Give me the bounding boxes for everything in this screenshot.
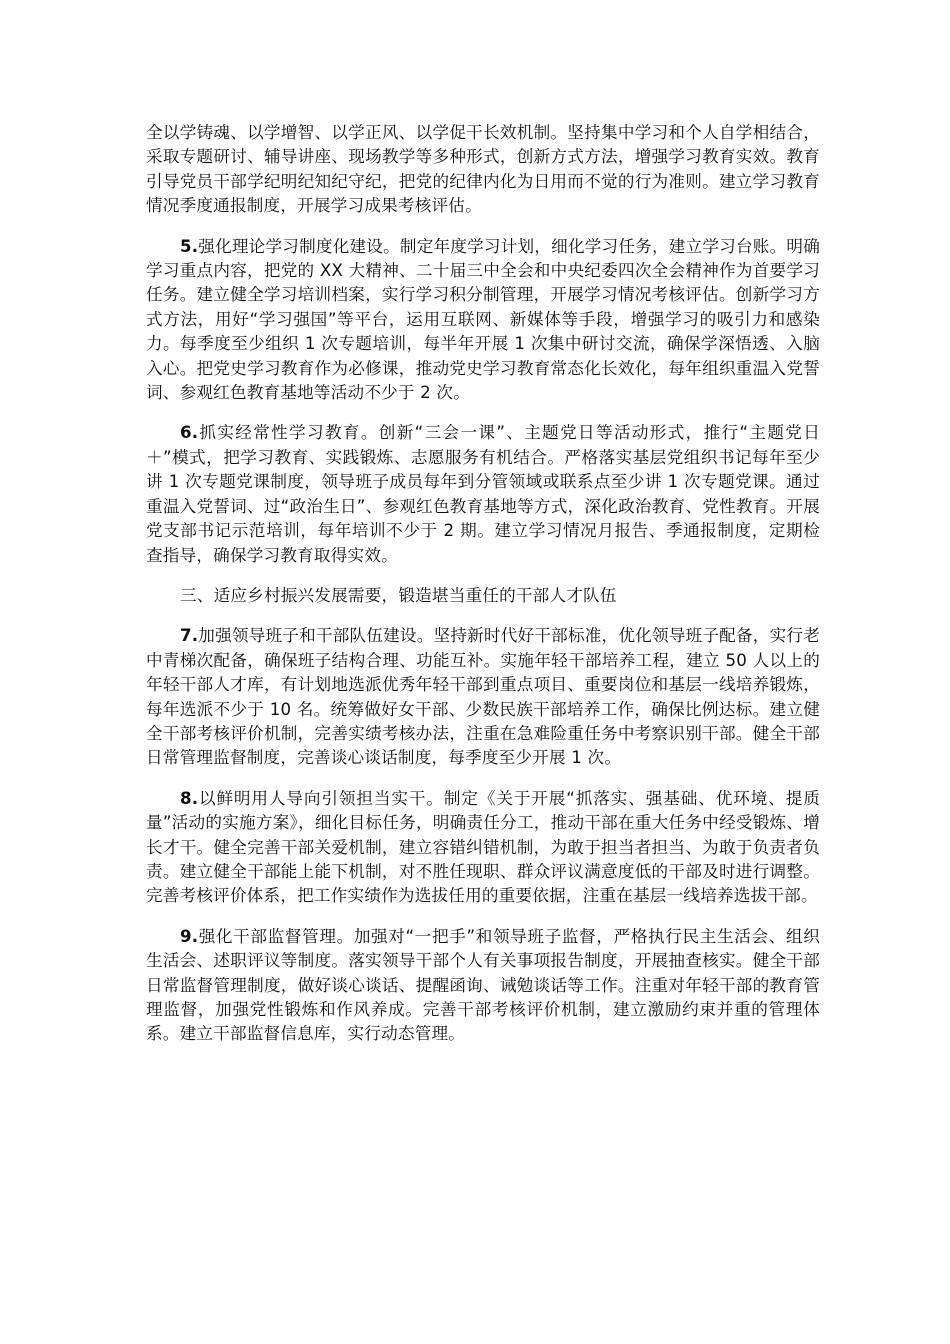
- item-number: 9.: [180, 926, 199, 946]
- paragraph-text: 抓实经常性学习教育。创新“三会一课”、主题党日等活动形式，推行“主题党日＋”模式，把学习教育、实践锻炼、志愿服务有机结合。严格落实基层党组织书记每年至少讲 1 次专题党课制度，领导班子成员每年到分管领域或联系点至少讲 1 次专题党课。通过重温入党誓词、过“政治生日”、参观红色教育基地等方式，深化政治教育、党性教育。开展党支部书记示范培训，每年培训不少于 2 期。建立学习情况月报告、季通报制度，定期检查指导，确保学习教育取得实效。: [146, 423, 820, 565]
- item-number: 7.: [180, 626, 199, 646]
- paragraph-text: 加强领导班子和干部队伍建设。坚持新时代好干部标准，优化领导班子配备，实行老中青梯次配备，确保班子结构合理、功能互补。实施年轻干部培养工程，建立 50 人以上的年轻干部人才库，有计划地选派优秀年轻干部到重点项目、重要岗位和基层一线培养锻炼，每年选派不少于 10 名。统筹做好女干部、少数民族干部培养工作，确保比例达标。建立健全干部考核评价机制，完善实绩考核办法，注重在急难险重任务中考察识别干部。健全干部日常管理监督制度，完善谈心谈话制度，每季度至少开展 1 次。: [146, 626, 820, 768]
- paragraph-text: 全以学铸魂、以学增智、以学正风、以学促干长效机制。坚持集中学习和个人自学相结合，采取专题研讨、辅导讲座、现场教学等多种形式，创新方式方法，增强学习教育实效。教育引导党员干部学纪明纪知纪守纪，把党的纪律内化为日用而不觉的行为准则。建立学习教育情况季度通报制度，开展学习成果考核评估。: [146, 123, 820, 216]
- paragraph-text: 强化理论学习制度化建设。制定年度学习计划，细化学习任务，建立学习台账。明确学习重点内容，把党的 XX 大精神、二十届三中全会和中央纪委四次全会精神作为首要学习任务。建立健全学习培训档案，实行学习积分制管理，开展学习情况考核评估。创新学习方式方法，用好“学习强国”等平台，运用互联网、新媒体等手段，增强学习的吸引力和感染力。每季度至少组织 1 次专题培训，每半年开展 1 次集中研讨交流，确保学深悟透、入脑入心。把党史学习教育作为必修课，推动党史学习教育常态化长效化，每年组织重温入党誓词、参观红色教育基地等活动不少于 2 次。: [146, 236, 820, 403]
- paragraph-item-6: [146, 421, 820, 567]
- section-heading-text: 三、适应乡村振兴发展需要，锻造堪当重任的干部人才队伍: [180, 585, 617, 605]
- document-page: [146, 121, 820, 1063]
- paragraph-item-8: [146, 787, 820, 909]
- paragraph-text: 以鲜明用人导向引领担当实干。制定《关于开展“抓落实、强基础、优环境、提质量”活动的实施方案》，细化目标任务，明确责任分工，推动干部在重大任务中经受锻炼、增长才干。健全完善干部关爱机制，建立容错纠错机制，为敢于担当者担当、为敢于负责者负责。建立健全干部能上能下机制，对不胜任现职、群众评议满意度低的干部及时进行调整。完善考核评价体系，把工作实绩作为选拔任用的重要依据，注重在基层一线培养选拔干部。: [146, 788, 820, 906]
- paragraph-item-9: [146, 925, 820, 1047]
- section-heading: [146, 584, 820, 608]
- paragraph-text: 强化干部监督管理。加强对“一把手”和领导班子监督，严格执行民主生活会、组织生活会、述职评议等制度。落实领导干部个人有关事项报告制度，开展抽查核实。健全干部日常监督管理制度，做好谈心谈话、提醒函询、诫勉谈话等工作。注重对年轻干部的教育管理监督，加强党性锻炼和作风养成。完善干部考核评价机制，建立激励约束并重的管理体系。建立干部监督信息库，实行动态管理。: [146, 926, 820, 1044]
- item-number: 8.: [180, 788, 199, 808]
- paragraph-item-5: [146, 235, 820, 406]
- item-number: 6.: [180, 423, 199, 443]
- item-number: 5.: [180, 236, 199, 256]
- paragraph-continuation: [146, 121, 820, 219]
- paragraph-item-7: [146, 624, 820, 770]
